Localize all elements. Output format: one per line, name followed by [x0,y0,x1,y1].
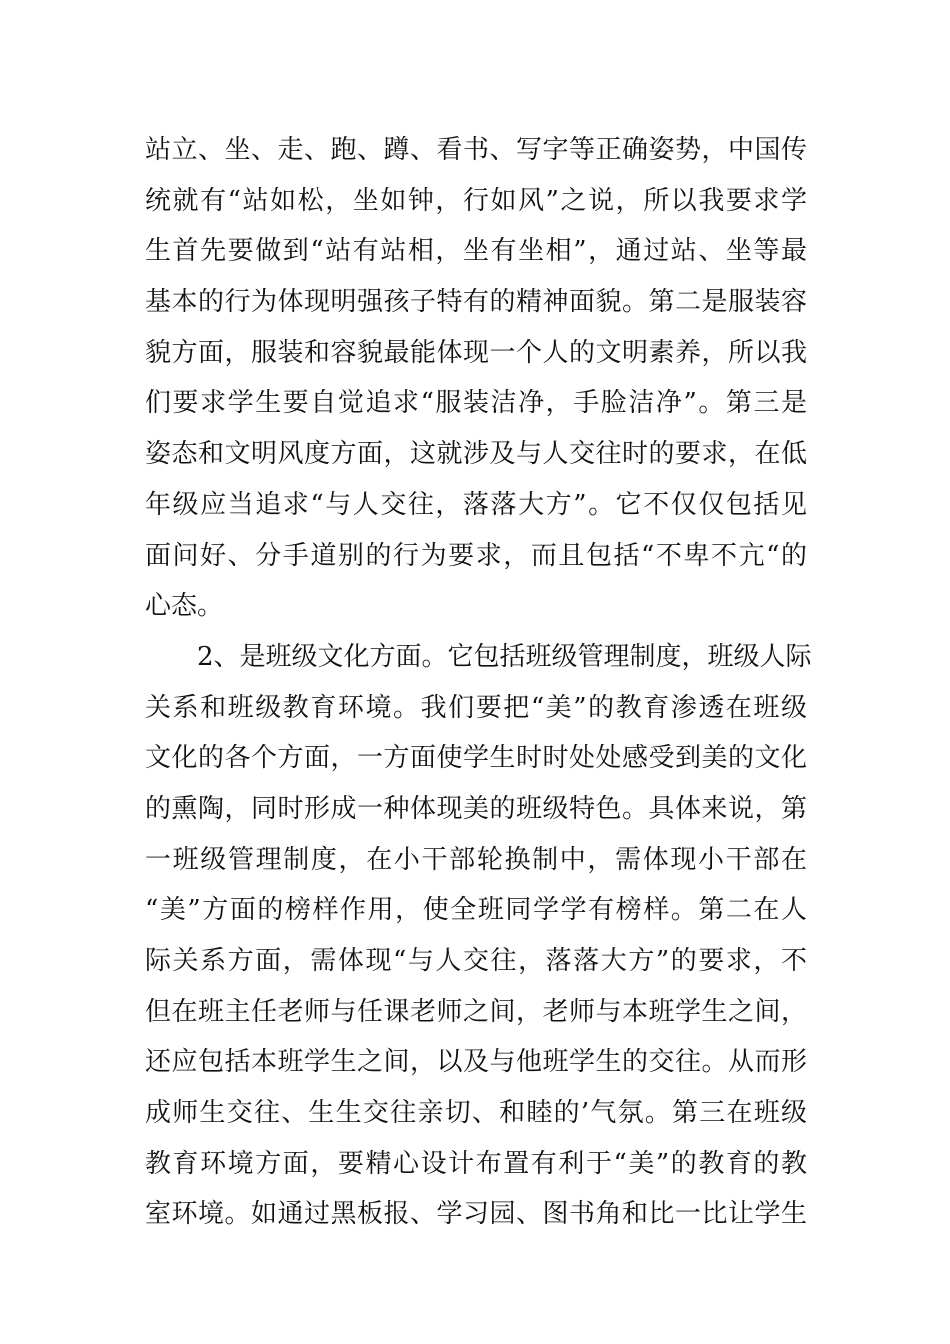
paragraph-1 [145,125,807,632]
text-line: 文化的各个方面，一方面使学生时时处处感受到美的文化 [145,743,807,774]
text-line: 们要求学生要自觉追求“服装洁净，手脸洁净”。第三是 [145,388,807,419]
text-line: 关系和班级教育环境。我们要把“美”的教育渗透在班级 [145,692,807,723]
text-line: 姿态和文明风度方面，这就涉及与人交往时的要求，在低 [145,439,807,470]
text-line: 统就有“站如松，坐如钟，行如风”之说，所以我要求学 [145,185,807,216]
text-line: 还应包括本班学生之间，以及与他班学生的交往。从而形 [145,1047,807,1078]
text-line: 面问好、分手道别的行为要求，而且包括“不卑不亢“的 [145,540,807,571]
text-line: 2、是班级文化方面。它包括班级管理制度，班级人际 [197,641,812,672]
text-line: “美”方面的榜样作用，使全班同学学有榜样。第二在人 [145,895,807,926]
text-line: 年级应当追求“与人交往，落落大方”。它不仅仅包括见 [145,489,807,520]
text-line: 生首先要做到“站有站相，坐有坐相”，通过站、坐等最 [145,236,807,267]
text-line: 教育环境方面，要精心设计布置有利于“美”的教育的教 [145,1148,807,1179]
text-line: 一班级管理制度，在小干部轮换制中，需体现小干部在 [145,844,807,875]
text-line: 际关系方面，需体现“与人交往，落落大方”的要求，不 [145,946,807,976]
text-line: 心态。 [145,591,224,622]
text-line: 但在班主任老师与任课老师之间，老师与本班学生之间， [145,996,807,1027]
text-line: 基本的行为体现明强孩子特有的精神面貌。第二是服装容 [145,287,807,318]
text-line: 成师生交往、生生交往亲切、和睦的’气氛。第三在班级 [145,1098,807,1129]
text-line: 貌方面，服装和容貌最能体现一个人的文明素养，所以我 [145,337,807,368]
body-text [145,125,812,1240]
text-line: 的熏陶，同时形成一种体现美的班级特色。具体来说，第 [145,793,807,824]
paragraph-2 [145,632,812,1240]
text-line: 室环境。如通过黑板报、学习园、图书角和比一比让学生 [145,1199,807,1230]
text-line: 站立、坐、走、跑、蹲、看书、写字等正确姿势，中国传 [145,135,807,165]
